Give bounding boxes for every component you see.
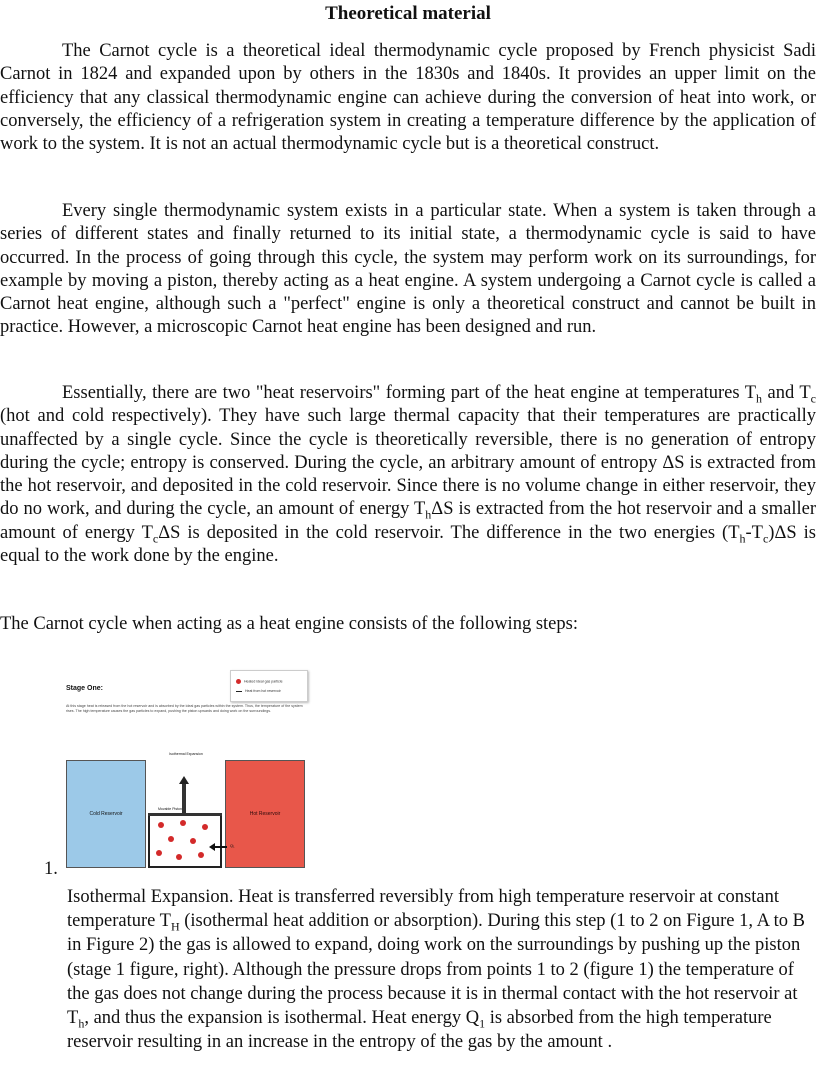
arrow-icon	[236, 691, 242, 692]
gas-particle	[156, 850, 162, 856]
gas-particle	[158, 822, 164, 828]
gas-particle	[198, 852, 204, 858]
gas-particle	[202, 824, 208, 830]
gas-particle	[190, 838, 196, 844]
legend-particle: Heated ideal gas particle	[236, 679, 283, 684]
figure-stage-title: Stage One:	[66, 685, 103, 692]
piston-rod	[182, 784, 186, 813]
figure-description: At this stage heat is released from the hot reservoir and is absorbed by the ideal gas particles within the system. Thus, the temperature of the system rises. The high temperature causes the gas particles to expand, pushing the piston upwards and doing work on the surroundings.	[66, 704, 303, 713]
isothermal-label: Isothermal Expansion	[169, 752, 203, 756]
cold-reservoir: Cold Reservoir	[66, 760, 146, 868]
legend-heat: Heat from hot reservoir	[236, 689, 281, 693]
paragraph-intro: The Carnot cycle is a theoretical ideal thermodynamic cycle proposed by French physicist Sadi Carnot in 1824 and expanded upon by others in the 1830s and 1840s. It provides an upper limit on the efficiency that any classical thermodynamic engine can achieve during the conversion of heat into work, or conversely, the efficiency of a refrigeration system in creating a temperature difference by the application of work to the system. It is not an actual thermodynamic cycle but is a theoretical construct.	[0, 41, 816, 155]
paragraph-heat-reservoirs: Essentially, there are two "heat reservoirs" forming part of the heat engine at temperatures $T_h$ and $T_c$ (hot and cold respectively). They have such large thermal capacity that their temperatures are practically unaffected by a single cycle. Since the cycle is theoretically reversible, there is no generation of entropy during the cycle; entropy is conserved. During the cycle, an arbitrary amount of entropy ΔS is extracted from the hot reservoir, and deposited in the cold reservoir. Since there is no volume change in either reservoir, they do no work, and during the cycle, an amount of energy $T_h\Delta S$ is extracted from the hot reservoir and a smaller amount of energy $T_c\Delta S$ is deposited in the cold reservoir. The difference in the two energies $(T_h-T_c)\Delta S$ is equal to the work done by the engine.	[0, 383, 816, 567]
figure-legend	[230, 670, 308, 702]
piston-label: Movable Piston	[158, 807, 182, 811]
list-item-isothermal-expansion: Isothermal Expansion. Heat is transferred reversibly from high temperature reservoir at constant temperature $T_H$ (isothermal heat addition or absorption). During this step (1 to 2 on Figure 1, A to B in Figure 2) the gas is allowed to expand, doing work on the surroundings by pushing up the piston (stage 1 figure, right). Although the pressure drops from points 1 to 2 (figure 1) the temperature of the gas does not change during the process because it is in thermal contact with the hot reservoir at $T_h$, and thus the expansion is isothermal. Heat energy $Q_1$ is absorbed from the high temperature reservoir resulting in an increase in the entropy of the gas by the amount .	[67, 887, 805, 1053]
gas-particle	[176, 854, 182, 860]
hot-reservoir: Hot Reservoir	[225, 760, 305, 868]
stage-one-figure	[64, 664, 320, 870]
page-title: Theoretical material	[325, 3, 491, 24]
gas-cylinder	[148, 816, 222, 868]
paragraph-steps-intro: The Carnot cycle when acting as a heat engine consists of the following steps:	[0, 614, 578, 634]
paragraph-thermo-system: Every single thermodynamic system exists in a particular state. When a system is taken through a series of different states and finally returned to its initial state, a thermodynamic cycle is said to have occurred. In the process of going through this cycle, the system may perform work on its surroundings, for example by moving a piston, thereby acting as a heat engine. A system undergoing a Carnot cycle is called a Carnot heat engine, although such a "perfect" engine is only a theoretical construct and cannot be built in practice. However, a microscopic Carnot heat engine has been designed and run.	[0, 201, 816, 338]
heat-arrow-icon	[214, 846, 227, 848]
gas-particle	[180, 820, 186, 826]
heat-q-label: Q₁	[230, 843, 235, 848]
up-arrow-icon	[179, 776, 189, 784]
gas-particle	[168, 836, 174, 842]
list-number: 1.	[44, 859, 58, 879]
particle-icon	[236, 679, 241, 684]
